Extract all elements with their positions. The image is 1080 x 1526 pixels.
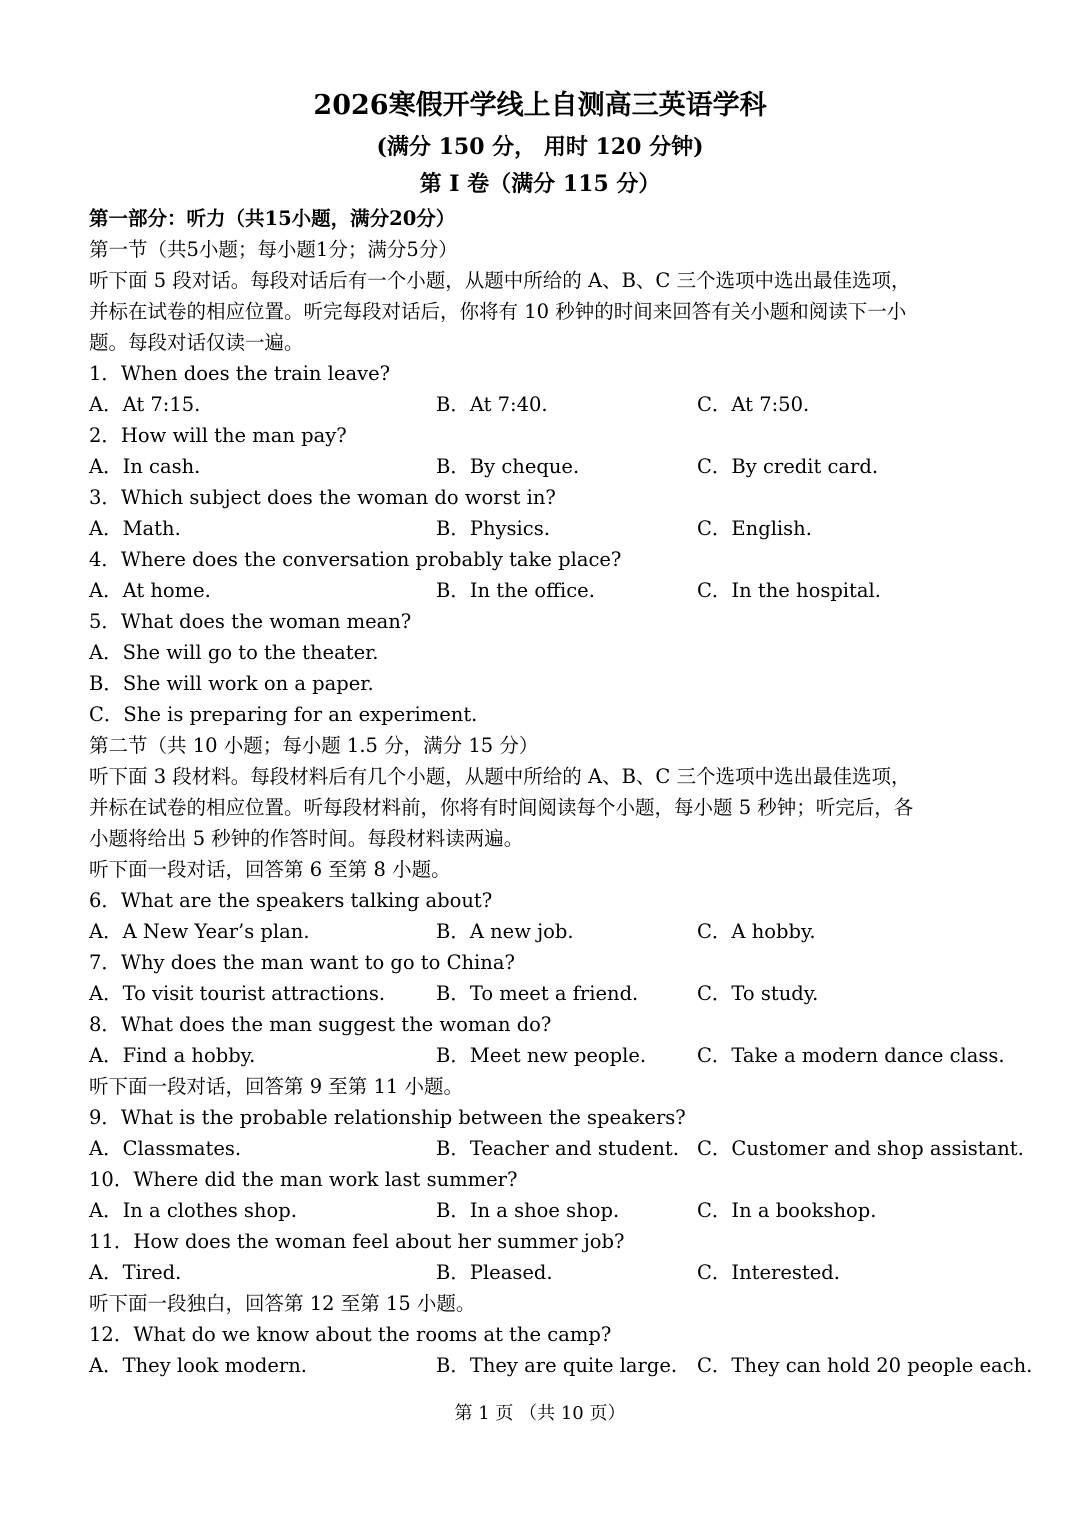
option-b: B．By cheque. — [436, 455, 580, 478]
option-row — [89, 451, 1004, 482]
group-instruction: 听下面一段对话，回答第 9 至第 11 小题。 — [89, 1075, 464, 1098]
instruction-line: 并标在试卷的相应位置。听完每段对话后，你将有 10 秒钟的时间来回答有关小题和阅读下一小 — [89, 300, 907, 323]
option-row — [89, 1133, 1024, 1164]
exam-subtitle: (满分 150 分， 用时 120 分钟) — [376, 134, 704, 160]
option-a: A．To visit tourist attractions. — [89, 982, 386, 1005]
option-b: B．Teacher and student. — [436, 1137, 679, 1160]
instruction-line: 听下面 5 段对话。每段对话后有一个小题，从题中所给的 A、B、C 三个选项中选出最佳选项， — [89, 269, 911, 292]
option-c: C．She is preparing for an experiment. — [89, 703, 478, 726]
option-row — [89, 575, 1004, 606]
question-stem: 6．What are the speakers talking about? — [89, 889, 493, 912]
section-heading: 第二节（共 10 小题；每小题 1.5 分，满分 15 分） — [89, 734, 539, 757]
option-b: B．Pleased. — [436, 1261, 553, 1284]
option-a: A．At home. — [89, 579, 211, 602]
option-a: A．Find a hobby. — [89, 1044, 256, 1067]
option-b: B．In a shoe shop. — [436, 1199, 620, 1222]
option-a: A．A New Year’s plan. — [89, 920, 310, 943]
volume-heading: 第 I 卷（满分 115 分） — [419, 171, 661, 197]
option-b: B．A new job. — [436, 920, 574, 943]
option-c: C．Customer and shop assistant. — [697, 1137, 1024, 1160]
page-footer: 第 1 页 （共 10 页） — [454, 1403, 626, 1424]
option-c: C．At 7:50. — [697, 393, 810, 416]
question-stem: 2．How will the man pay? — [89, 424, 347, 447]
question-stem: 9．What is the probable relationship between the speakers? — [89, 1106, 686, 1129]
question-stem: 12．What do we know about the rooms at the camp? — [89, 1323, 612, 1346]
option-a: A．Math. — [89, 517, 181, 540]
section-heading: 第一节（共5小题；每小题1分；满分5分） — [89, 238, 458, 261]
question-stem: 3．Which subject does the woman do worst in? — [89, 486, 556, 509]
option-c: C．English. — [697, 517, 812, 540]
option-a: A．In cash. — [89, 455, 201, 478]
option-a: A．In a clothes shop. — [89, 1199, 297, 1222]
exam-title: 2026寒假开学线上自测高三英语学科 — [313, 90, 767, 121]
option-c: C．In a bookshop. — [697, 1199, 877, 1222]
option-row — [89, 1195, 1004, 1226]
option-a: A．They look modern. — [89, 1354, 307, 1377]
group-instruction: 听下面一段对话，回答第 6 至第 8 小题。 — [89, 858, 451, 881]
instruction-line: 小题将给出 5 秒钟的作答时间。每段材料读两遍。 — [89, 827, 524, 850]
group-instruction: 听下面一段独白，回答第 12 至第 15 小题。 — [89, 1292, 476, 1315]
option-b: B．They are quite large. — [436, 1354, 678, 1377]
option-c: C．They can hold 20 people each. — [697, 1354, 1033, 1377]
question-stem: 8．What does the man suggest the woman do? — [89, 1013, 552, 1036]
option-c: C．Interested. — [697, 1261, 840, 1284]
option-b: B．Meet new people. — [436, 1044, 647, 1067]
question-stem: 11．How does the woman feel about her summer job? — [89, 1230, 625, 1253]
option-c: C．Take a modern dance class. — [697, 1044, 1005, 1067]
instruction-line: 并标在试卷的相应位置。听每段材料前，你将有时间阅读每个小题，每小题 5 秒钟；听完后，各 — [89, 796, 914, 819]
option-row — [89, 1040, 1004, 1071]
option-b: B．She will work on a paper. — [89, 672, 374, 695]
option-c: C．To study. — [697, 982, 819, 1005]
option-b: B．Physics. — [436, 517, 550, 540]
question-stem: 7．Why does the man want to go to China? — [89, 951, 515, 974]
instruction-line: 题。每段对话仅读一遍。 — [89, 331, 304, 354]
option-c: C．In the hospital. — [697, 579, 881, 602]
option-b: B．In the office. — [436, 579, 595, 602]
question-stem: 10．Where did the man work last summer? — [89, 1168, 518, 1191]
option-c: C．By credit card. — [697, 455, 879, 478]
option-a: A．Tired. — [89, 1261, 182, 1284]
option-row — [89, 1257, 1004, 1288]
instruction-line: 听下面 3 段材料。每段材料后有几个小题，从题中所给的 A、B、C 三个选项中选出最佳选项， — [89, 765, 911, 788]
exam-content — [89, 203, 1033, 1381]
option-b: B．To meet a friend. — [436, 982, 639, 1005]
option-row — [89, 389, 1004, 420]
option-a: A．She will go to the theater. — [89, 641, 379, 664]
question-stem: 4．Where does the conversation probably take place? — [89, 548, 622, 571]
option-b: B．At 7:40. — [436, 393, 548, 416]
part-heading: 第一部分：听力（共15小题，满分20分） — [89, 207, 456, 230]
option-a: A．At 7:15. — [89, 393, 201, 416]
question-stem: 5．What does the woman mean? — [89, 610, 412, 633]
question-stem: 1．When does the train leave? — [89, 362, 391, 385]
option-row — [89, 1350, 1033, 1381]
option-c: C．A hobby. — [697, 920, 816, 943]
option-row — [89, 978, 1004, 1009]
option-a: A．Classmates. — [89, 1137, 242, 1160]
option-row — [89, 513, 1004, 544]
option-row — [89, 916, 1004, 947]
